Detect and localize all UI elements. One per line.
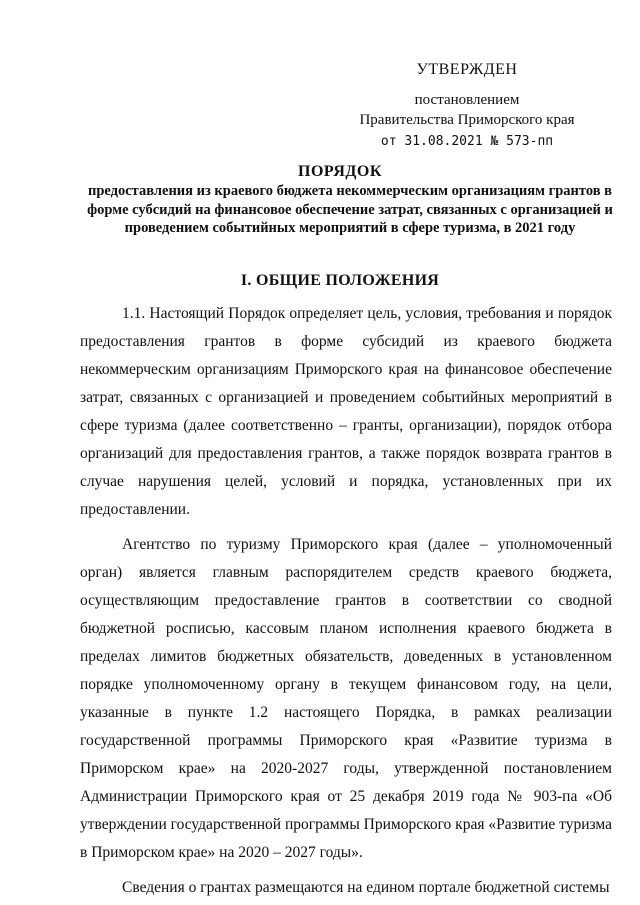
decree-number: от 31.08.2021 № 573-пп	[380, 134, 554, 149]
paragraph-3: Сведения о грантах размещаются на едином портале бюджетной системы	[122, 879, 610, 896]
document-title: ПОРЯДОК	[298, 163, 382, 180]
section-heading: I. ОБЩИЕ ПОЛОЖЕНИЯ	[240, 272, 440, 289]
approval-by: постановлением	[414, 92, 520, 108]
document-subtitle: предоставления из краевого бюджета некоммерческим организациям грантов в форме субсидий на финансовое обеспечение затрат, связанных с организацией и проведением событийных мероприятий в сфере туризма, в 2021 году	[87, 183, 613, 236]
document-body	[80, 300, 612, 902]
paragraph-1: 1.1. Настоящий Порядок определяет цель, условия, требования и порядок предоставления грантов в форме субсидий из краевого бюджета некоммерческим организациям Приморского края на финансовое обеспечение затрат, связанных с организацией и проведением событийных мероприятий в сфере туризма (далее соответственно – гранты, организации), порядок отбора организаций для предоставления грантов, а также порядок возврата грантов в случае нарушения целей, условий и порядка, установленных при их предоставлении.	[80, 305, 612, 518]
paragraph-2: Агентство по туризму Приморского края (далее – уполномоченный орган) является главным распорядителем средств краевого бюджета, осуществляющим предоставление грантов в соответствии со сводной бюджетной росписью, кассовым планом исполнения краевого бюджета в пределах лимитов бюджетных обязательств, доведенных в установленном порядке уполномоченному органу в текущем финансовом году, на цели, указанные в пункте 1.2 настоящего Порядка, в рамках реализации государственной программы Приморского края «Развитие туризма в Приморском крае» на 2020-2027 годы, утвержденной постановлением Администрации Приморского края от 25 декабря 2019 года № 903-па «Об утверждении государственной программы Приморского края «Развитие туризма в Приморском крае» на 2020 – 2027 годы».	[80, 536, 612, 861]
approval-stamp	[352, 60, 582, 152]
approval-authority: Правительства Приморского края	[359, 112, 575, 128]
approval-heading: УТВЕРЖДЕН	[416, 61, 518, 78]
